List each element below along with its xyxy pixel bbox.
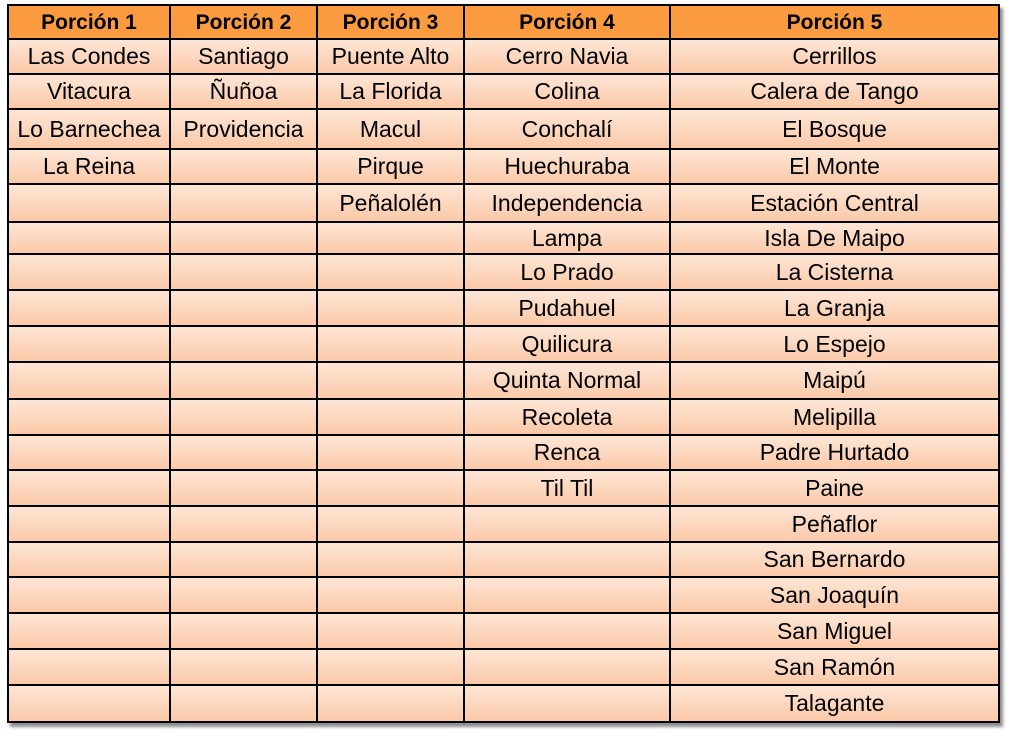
header-porcion-2: Porción 2: [170, 5, 317, 39]
table-cell-porcion-1: [8, 290, 170, 326]
table-row: [8, 506, 999, 542]
table-cell-porcion-1: [8, 613, 170, 649]
table-cell-porcion-1: [8, 326, 170, 362]
table-cell-porcion-2: [170, 506, 317, 542]
table-cell-porcion-3: [317, 290, 464, 326]
table-cell-porcion-4: [464, 542, 670, 577]
table-cell-porcion-1: Vitacura: [8, 74, 170, 109]
table-cell-porcion-1: [8, 399, 170, 435]
table-cell-porcion-4: Cerro Navia: [464, 39, 670, 74]
table-cell-porcion-3: [317, 362, 464, 399]
table-cell-porcion-2: [170, 184, 317, 222]
table-cell-porcion-4: Lampa: [464, 222, 670, 254]
table-cell-porcion-4: Huechuraba: [464, 149, 670, 184]
table-row: [8, 184, 999, 222]
table-cell-porcion-2: [170, 362, 317, 399]
header-porcion-4: Porción 4: [464, 5, 670, 39]
table-cell-porcion-2: [170, 685, 317, 722]
table-cell-porcion-1: [8, 577, 170, 613]
table-cell-porcion-2: [170, 399, 317, 435]
table-row: [8, 649, 999, 685]
table-cell-porcion-4: Colina: [464, 74, 670, 109]
table-cell-porcion-3: [317, 506, 464, 542]
table-cell-porcion-5: El Monte: [670, 149, 999, 184]
table-cell-porcion-4: [464, 577, 670, 613]
table-cell-porcion-5: San Ramón: [670, 649, 999, 685]
table-cell-porcion-3: Peñalolén: [317, 184, 464, 222]
table-row: [8, 577, 999, 613]
table-row: [8, 109, 999, 149]
table-cell-porcion-4: Quinta Normal: [464, 362, 670, 399]
table-cell-porcion-3: [317, 222, 464, 254]
table-cell-porcion-1: [8, 362, 170, 399]
table-cell-porcion-4: Quilicura: [464, 326, 670, 362]
table-cell-porcion-3: [317, 326, 464, 362]
table-row: [8, 39, 999, 74]
table-row: [8, 542, 999, 577]
table-cell-porcion-2: Providencia: [170, 109, 317, 149]
table-row: [8, 399, 999, 435]
table-cell-porcion-4: [464, 685, 670, 722]
table-cell-porcion-3: [317, 254, 464, 290]
table-cell-porcion-1: [8, 649, 170, 685]
table-cell-porcion-4: Recoleta: [464, 399, 670, 435]
table-cell-porcion-2: [170, 290, 317, 326]
table-cell-porcion-4: Independencia: [464, 184, 670, 222]
table-cell-porcion-4: Conchalí: [464, 109, 670, 149]
table-cell-porcion-1: [8, 435, 170, 470]
table-cell-porcion-1: [8, 470, 170, 506]
header-porcion-3: Porción 3: [317, 5, 464, 39]
table-cell-porcion-5: Lo Espejo: [670, 326, 999, 362]
table-cell-porcion-5: Paine: [670, 470, 999, 506]
table-row: [8, 362, 999, 399]
table-cell-porcion-5: Cerrillos: [670, 39, 999, 74]
table-row: [8, 685, 999, 722]
table-cell-porcion-5: El Bosque: [670, 109, 999, 149]
table-cell-porcion-2: [170, 613, 317, 649]
table-cell-porcion-5: Melipilla: [670, 399, 999, 435]
table-cell-porcion-2: Ñuñoa: [170, 74, 317, 109]
header-row: [8, 5, 999, 39]
table-cell-porcion-2: [170, 149, 317, 184]
table-cell-porcion-5: La Granja: [670, 290, 999, 326]
table-cell-porcion-4: Renca: [464, 435, 670, 470]
table-cell-porcion-5: San Bernardo: [670, 542, 999, 577]
table-cell-porcion-4: Pudahuel: [464, 290, 670, 326]
table-cell-porcion-1: Las Condes: [8, 39, 170, 74]
table-row: [8, 435, 999, 470]
table-cell-porcion-2: Santiago: [170, 39, 317, 74]
table-cell-porcion-1: [8, 254, 170, 290]
table-row: [8, 222, 999, 254]
table-cell-porcion-2: [170, 326, 317, 362]
table-cell-porcion-4: [464, 649, 670, 685]
table-cell-porcion-4: [464, 506, 670, 542]
table-row: [8, 149, 999, 184]
table-cell-porcion-1: [8, 685, 170, 722]
table-cell-porcion-5: Isla De Maipo: [670, 222, 999, 254]
header-porcion-5: Porción 5: [670, 5, 999, 39]
table-cell-porcion-2: [170, 435, 317, 470]
table-row: [8, 74, 999, 109]
table-cell-porcion-3: [317, 577, 464, 613]
table-row: [8, 290, 999, 326]
table-cell-porcion-3: [317, 542, 464, 577]
comunas-table: [7, 4, 1000, 723]
table-cell-porcion-1: [8, 222, 170, 254]
table-cell-porcion-3: La Florida: [317, 74, 464, 109]
table-container: [7, 4, 1000, 723]
table-cell-porcion-3: [317, 685, 464, 722]
table-cell-porcion-2: [170, 577, 317, 613]
table-cell-porcion-3: Pirque: [317, 149, 464, 184]
table-cell-porcion-3: Macul: [317, 109, 464, 149]
table-cell-porcion-1: [8, 184, 170, 222]
table-cell-porcion-5: Peñaflor: [670, 506, 999, 542]
table-cell-porcion-5: La Cisterna: [670, 254, 999, 290]
table-row: [8, 254, 999, 290]
table-cell-porcion-3: Puente Alto: [317, 39, 464, 74]
table-cell-porcion-4: [464, 613, 670, 649]
table-cell-porcion-2: [170, 254, 317, 290]
table-cell-porcion-5: Calera de Tango: [670, 74, 999, 109]
table-cell-porcion-5: Estación Central: [670, 184, 999, 222]
table-cell-porcion-1: Lo Barnechea: [8, 109, 170, 149]
table-cell-porcion-1: [8, 506, 170, 542]
table-cell-porcion-3: [317, 613, 464, 649]
table-cell-porcion-2: [170, 649, 317, 685]
table-cell-porcion-2: [170, 222, 317, 254]
table-cell-porcion-5: Talagante: [670, 685, 999, 722]
table-cell-porcion-2: [170, 470, 317, 506]
table-cell-porcion-4: Til Til: [464, 470, 670, 506]
table-cell-porcion-5: Padre Hurtado: [670, 435, 999, 470]
table-row: [8, 470, 999, 506]
table-cell-porcion-3: [317, 470, 464, 506]
table-row: [8, 326, 999, 362]
table-cell-porcion-2: [170, 542, 317, 577]
table-cell-porcion-3: [317, 649, 464, 685]
table-row: [8, 613, 999, 649]
header-porcion-1: Porción 1: [8, 5, 170, 39]
table-cell-porcion-3: [317, 399, 464, 435]
table-cell-porcion-5: San Miguel: [670, 613, 999, 649]
table-cell-porcion-4: Lo Prado: [464, 254, 670, 290]
table-cell-porcion-3: [317, 435, 464, 470]
table-cell-porcion-5: San Joaquín: [670, 577, 999, 613]
table-body: [8, 39, 999, 722]
table-cell-porcion-1: La Reina: [8, 149, 170, 184]
table-cell-porcion-1: [8, 542, 170, 577]
table-cell-porcion-5: Maipú: [670, 362, 999, 399]
